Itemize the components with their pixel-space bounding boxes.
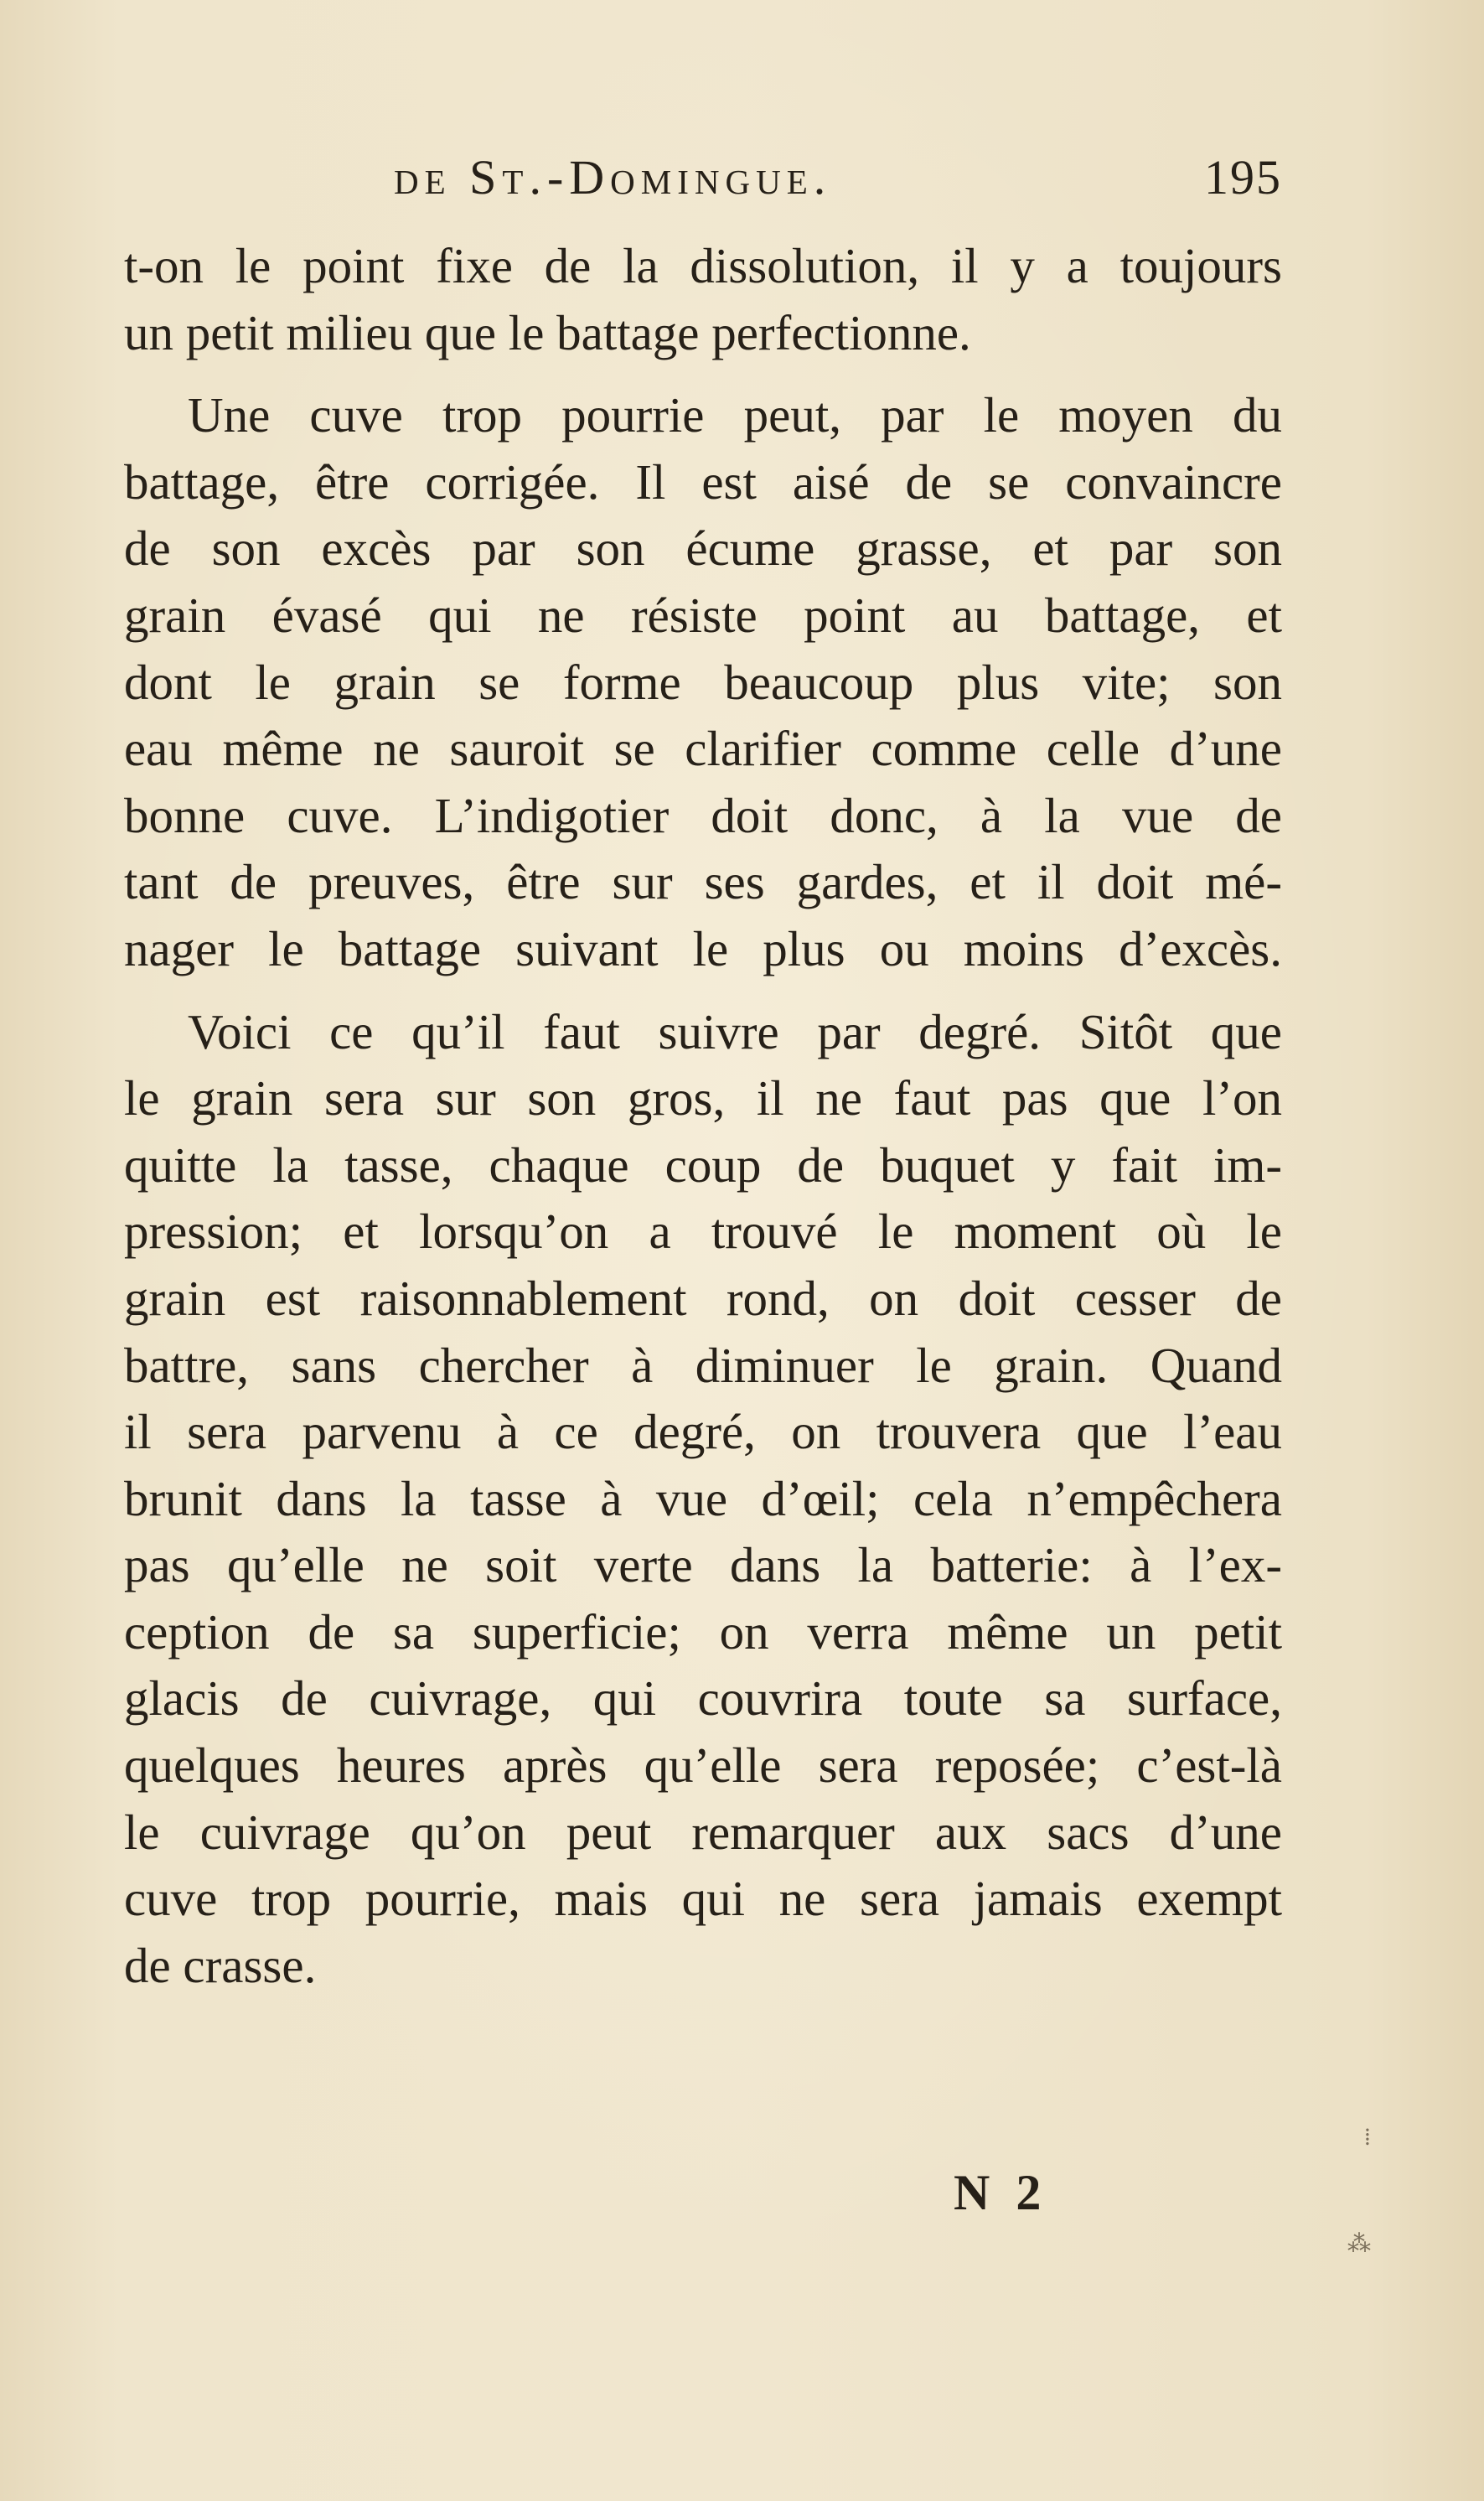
text-line: Voici ce qu’il faut suivre par degré. Sitôt que xyxy=(188,1003,1282,1059)
text-line: dont le grain se forme beaucoup plus vite; son xyxy=(124,654,1282,710)
running-head: de St.-Domingue. xyxy=(394,150,832,205)
page-number: 195 xyxy=(1204,150,1282,205)
text-line: un petit milieu que le battage perfectionne. xyxy=(124,304,971,360)
text-line: quelques heures après qu’elle sera reposée; c’est-là xyxy=(124,1737,1282,1794)
signature-mark: N 2 xyxy=(954,2165,1048,2220)
text-line: bonne cuve. L’indigotier doit donc, à la vue de xyxy=(124,787,1282,843)
text-line: grain évasé qui ne résiste point au battage, et xyxy=(124,587,1282,643)
text-line: ception de sa superficie; on verra même un petit xyxy=(124,1603,1282,1660)
text-line: glacis de cuivrage, qui couvrira toute sa surface, xyxy=(124,1670,1282,1727)
text-line: t-on le point fixe de la dissolution, il y a toujours xyxy=(124,238,1282,293)
paragraph-gap xyxy=(124,983,1282,999)
text-line: le cuivrage qu’on peut remarquer aux sacs d’une xyxy=(124,1804,1282,1860)
text-line: grain est raisonnablement rond, on doit cesser de xyxy=(124,1270,1282,1326)
text-line: nager le battage suivant le plus ou moins d’excès. xyxy=(124,920,1282,976)
text-line: cuve trop pourrie, mais qui ne sera jamais exempt xyxy=(124,1871,1282,1927)
page-header xyxy=(394,149,1282,216)
body-text xyxy=(124,233,1282,1999)
text-line: battre, sans chercher à diminuer le grain. Quand xyxy=(124,1337,1282,1393)
text-line: pression; et lorsqu’on a trouvé le moment où le xyxy=(124,1204,1282,1260)
text-line: battage, être corrigée. Il est aisé de se convaincre xyxy=(124,453,1282,510)
text-line: eau même ne sauroit se clarifier comme celle d’une xyxy=(124,721,1282,777)
text-line: brunit dans la tasse à vue d’œil; cela n’empêchera xyxy=(124,1470,1282,1526)
paragraph-gap xyxy=(124,366,1282,382)
paper-blemish: ⁞ xyxy=(1364,2125,1371,2151)
text-line: il sera parvenu à ce degré, on trouvera que l’eau xyxy=(124,1404,1282,1460)
paper-blemish: ⁂ xyxy=(1347,2231,1371,2257)
text-line: le grain sera sur son gros, il ne faut pas que l’on xyxy=(124,1070,1282,1126)
text-line: de crasse. xyxy=(124,1937,317,1993)
text-line: de son excès par son écume grasse, et par son xyxy=(124,520,1282,577)
text-line: pas qu’elle ne soit verte dans la batterie: à l’ex- xyxy=(124,1537,1282,1593)
text-line: quitte la tasse, chaque coup de buquet y fait im- xyxy=(124,1137,1282,1193)
text-line: Une cuve trop pourrie peut, par le moyen du xyxy=(188,387,1282,443)
text-line: tant de preuves, être sur ses gardes, et il doit mé- xyxy=(124,854,1282,910)
